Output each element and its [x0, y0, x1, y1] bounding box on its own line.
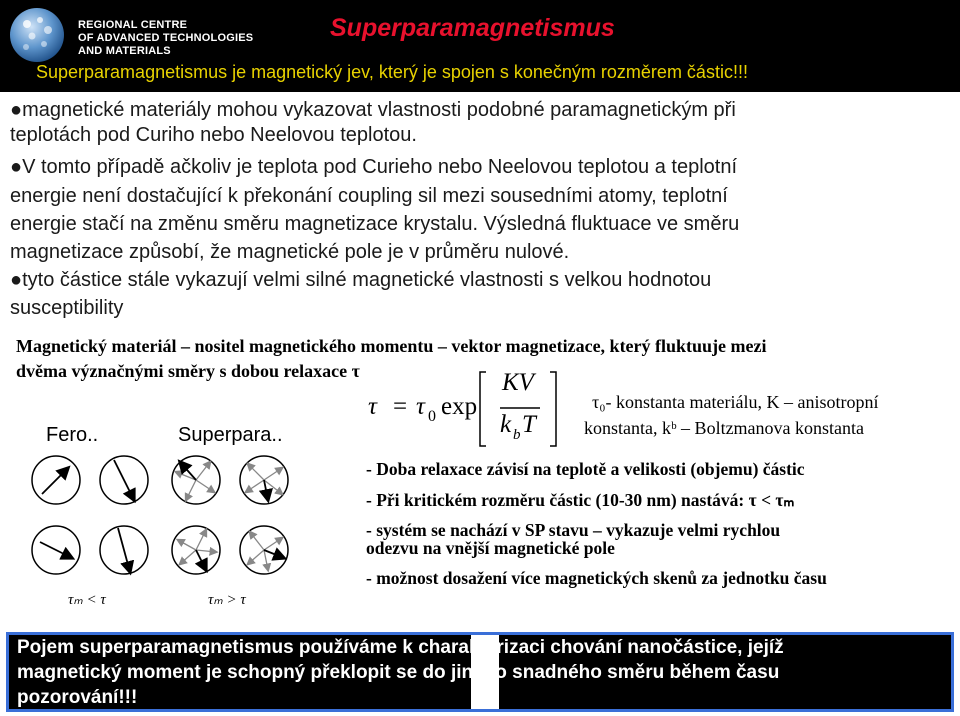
definition-line-1: Magnetický materiál – nositel magnetického momentu – vektor magnetizace, který fluktuuje mezi [16, 336, 767, 356]
formula-tau0: τ [416, 393, 425, 420]
conclusion-line-1: Pojem superparamagnetismus používáme k charakterizaci chování nanočástice, jejíž [17, 637, 784, 658]
logo-text-line1: REGIONAL CENTRE [78, 19, 188, 31]
paragraph-3-line-2: susceptibility [10, 297, 124, 319]
logo-sphere-icon [8, 6, 66, 64]
fero-particle-2 [100, 456, 148, 504]
paragraph-3-line-1: ●tyto částice stále vykazují velmi silné magnetické vlastnosti s velkou hodnotou [10, 269, 712, 291]
fero-particle-1 [32, 456, 80, 504]
superpara-particle-3 [172, 526, 220, 574]
header-bar [0, 0, 960, 92]
conclusion-box [6, 632, 954, 712]
constants-line-2: konstanta, kᵇ – Boltzmanova konstanta [584, 418, 865, 438]
formula-lhs: τ [368, 393, 377, 420]
spin-diagram [20, 448, 320, 618]
logo-text-line3: AND MATERIALS [78, 45, 171, 57]
paragraph-1-line-1: ●magnetické materiály mohou vykazovat vlastnosti podobné paramagnetickým při [10, 99, 736, 121]
conclusion-line-3: pozorování!!! [17, 687, 138, 708]
conclusion-line-2: magnetický moment je schopný překlopit se do jiného snadného směru během času [17, 662, 780, 683]
formula-numerator: KV [502, 369, 534, 396]
paragraph-2-line-4: magnetizace způsobí, že magnetické pole je v průměru nulové. [10, 241, 570, 263]
paragraph-2-line-3: energie stačí na změnu směru magnetizace krystalu. Výsledná fluktuace ve směru [10, 213, 740, 235]
bullet-4: - možnost dosažení více magnetických skenů za jednotku času [366, 568, 827, 588]
fero-tau-relation: τₘ < τ [68, 592, 106, 608]
slide-subtitle: Superparamagnetismus je magnetický jev, který je spojen s konečným rozměrem částic!!! [36, 62, 748, 82]
formula-equals: = [393, 393, 408, 420]
formula-exp: exp [441, 393, 478, 420]
logo-text-line2: OF ADVANCED TECHNOLOGIES [78, 32, 254, 44]
fero-particle-4 [100, 526, 148, 574]
slide-title: Superparamagnetismus [330, 14, 615, 42]
bullet-1: - Doba relaxace závisí na teplotě a velikosti (objemu) částic [366, 459, 805, 479]
superpara-particle-4 [240, 526, 288, 574]
formula-denominator-t: T [522, 411, 536, 438]
constants-line-1: τ₀- konstanta materiálu, K – anisotropní [592, 392, 879, 412]
superpara-tau-relation: τₘ > τ [208, 592, 246, 608]
superpara-particle-2 [240, 456, 288, 504]
fero-particle-3 [32, 526, 80, 574]
definition-line-2: dvěma význačnými směry s dobou relaxace τ [16, 361, 360, 381]
formula-denominator-b: b [513, 427, 521, 443]
formula-denominator-k: k [500, 411, 512, 438]
paragraph-1-line-2: teplotách pod Curiho nebo Neelovou teplotou. [10, 124, 417, 146]
paragraph-2-line-1: ●V tomto případě ačkoliv je teplota pod Curieho nebo Neelovou teplotou a teplotní [10, 156, 738, 178]
formula-tau0-subscript: 0 [428, 408, 436, 425]
fero-label: Fero.. [46, 424, 99, 446]
superpara-particle-1 [172, 456, 220, 504]
bullet-3-line-2: odezvu na vnější magnetické pole [366, 538, 615, 558]
bullet-2: - Při kritickém rozměru částic (10-30 nm) nastává: τ < τₘ [366, 490, 795, 510]
paragraph-2-line-2: energie není dostačující k překonání coupling sil mezi sousedními atomy, teplotní [10, 185, 728, 207]
bullet-3-line-1: - systém se nachází v SP stavu – vykazuje velmi rychlou [366, 520, 781, 540]
superpara-label: Superpara.. [178, 424, 283, 446]
